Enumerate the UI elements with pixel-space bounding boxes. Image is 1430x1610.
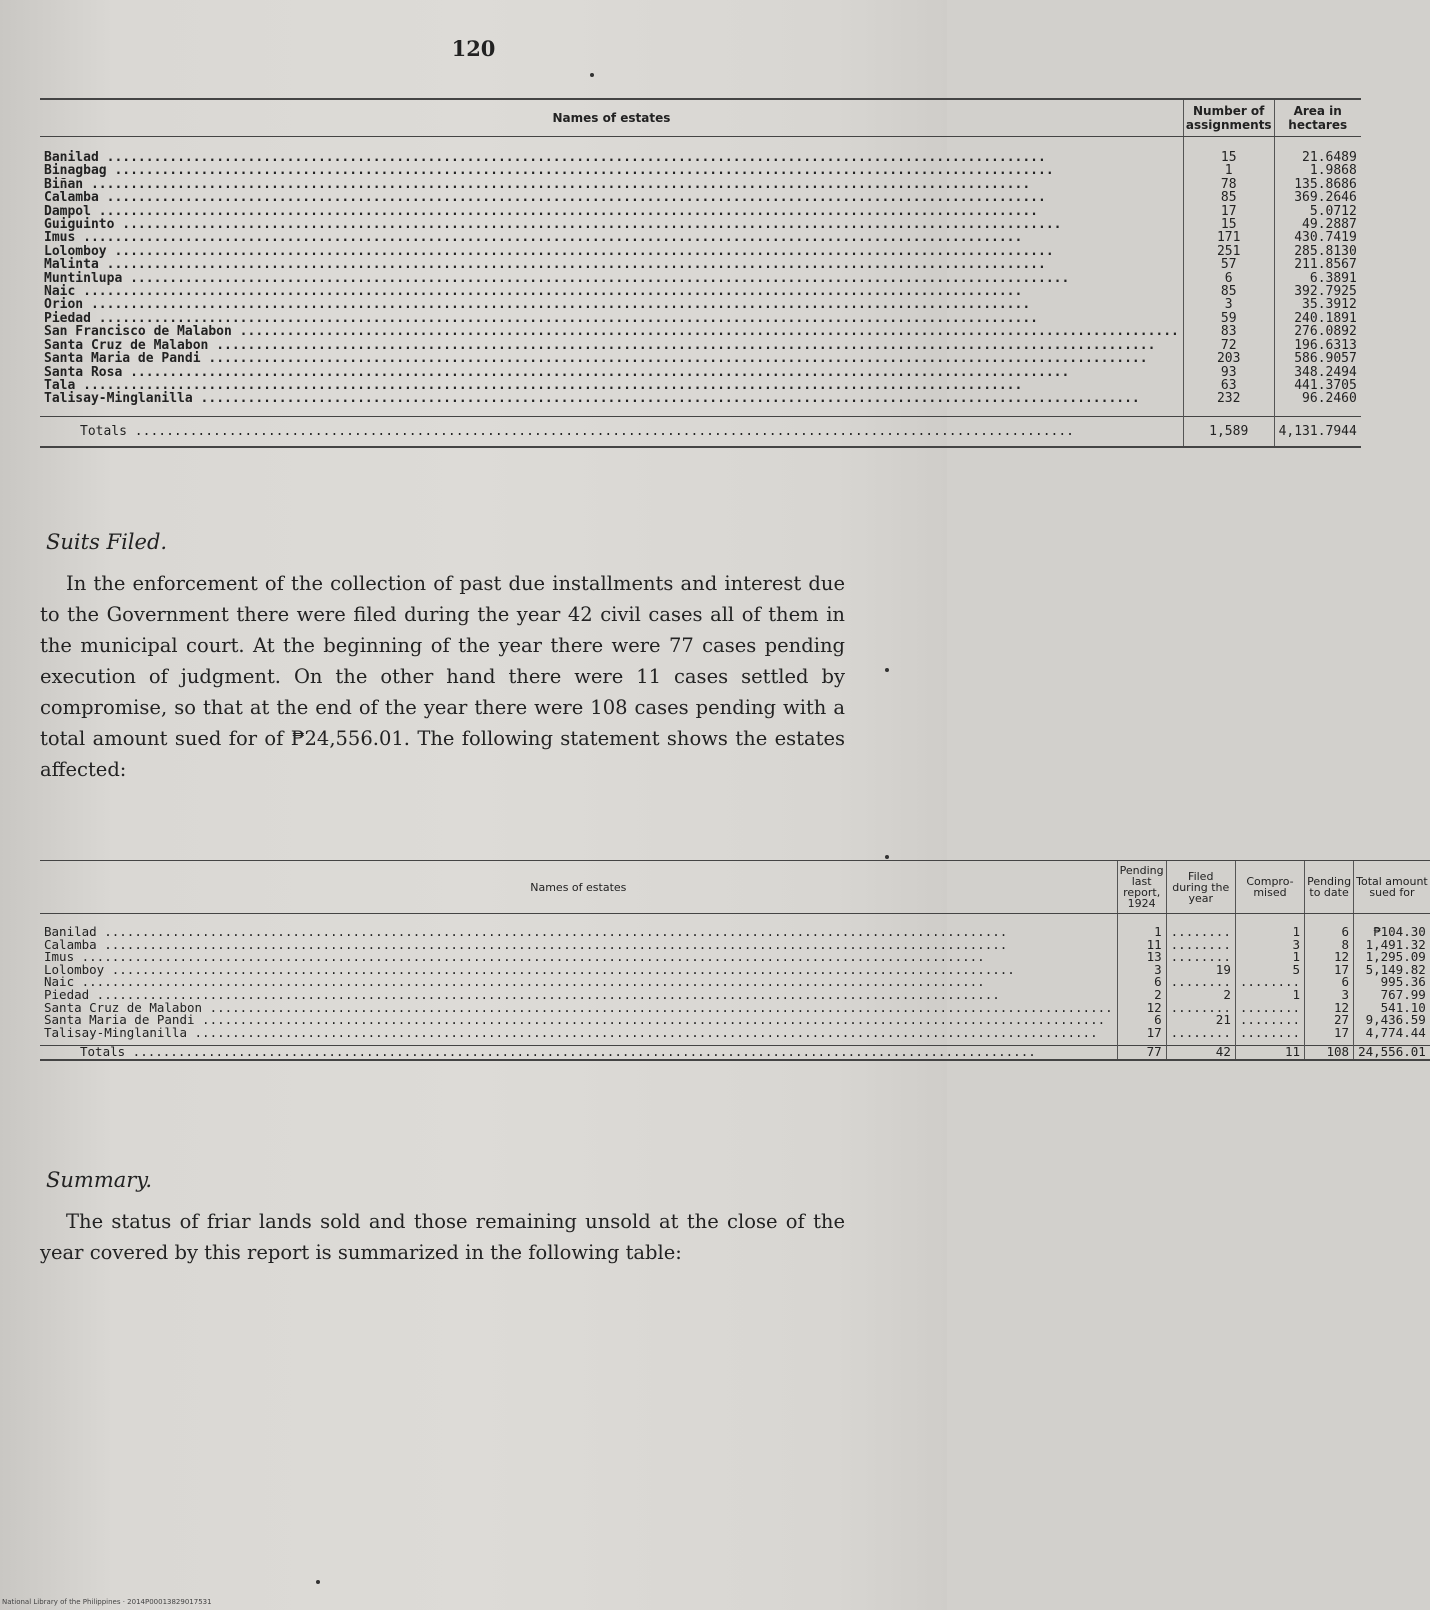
table-row <box>40 366 1361 379</box>
col-header-total: Total amount sued for <box>1354 861 1430 914</box>
table-row <box>40 352 1361 365</box>
assignments-cell: 57 <box>1183 258 1274 271</box>
table-row <box>40 325 1361 338</box>
pending_date-cell: 17 <box>1305 964 1354 977</box>
assignments-cell: 85 <box>1183 191 1274 204</box>
estate-name: Calamba ........................................................................................................................ <box>44 936 1008 952</box>
page-number: 120 <box>451 36 496 61</box>
estate-name: Guiguinto ........................................................................................................................ <box>44 217 1062 233</box>
area-cell: 276.0892 <box>1274 325 1361 338</box>
estate-name: Santa Rosa ........................................................................................................................ <box>44 364 1070 380</box>
area-cell: 1.9868 <box>1274 164 1361 177</box>
filed-cell: 19 <box>1166 964 1235 977</box>
estate-name-text: San Francisco de Malabon <box>44 324 232 340</box>
filed-cell: ........ <box>1166 951 1235 964</box>
estate-name: Piedad ........................................................................................................................ <box>44 310 1038 326</box>
table-row <box>40 379 1361 392</box>
estate-name-text: Santa Rosa <box>44 364 123 380</box>
estate-name-text: Muntinlupa <box>44 270 123 286</box>
estate-name-text: Santa Maria de Pandi <box>44 351 201 367</box>
table-row <box>40 191 1361 204</box>
col-header-pending-date: Pending to date <box>1305 861 1354 914</box>
pending-cell: 17 <box>1117 1027 1166 1046</box>
pending-cell: 6 <box>1117 1014 1166 1027</box>
assignments-cell: 171 <box>1183 231 1274 244</box>
estate-name: Talisay-Minglanilla ........................................................................................................................ <box>44 1024 1098 1040</box>
filed-cell: ........ <box>1166 914 1235 939</box>
estate-name: Banilad ........................................................................................................................ <box>44 150 1046 165</box>
totals-filed: 42 <box>1166 1046 1235 1060</box>
pending_date-cell: 6 <box>1305 914 1354 939</box>
compromised-cell: 5 <box>1235 964 1304 977</box>
table-row <box>40 272 1361 285</box>
estate-name: Naic ........................................................................................................................ <box>44 974 985 990</box>
compromised-cell: ........ <box>1235 976 1304 989</box>
estate-name-text: Talisay-Minglanilla <box>44 1024 187 1040</box>
area-cell: 49.2887 <box>1274 218 1361 231</box>
print-speck <box>316 1580 320 1584</box>
assignments-cell: 59 <box>1183 312 1274 325</box>
col-header-pending: Pending last report, 1924 <box>1117 861 1166 914</box>
table-row <box>40 312 1361 325</box>
totals-label-text: Totals <box>80 1044 126 1060</box>
table-row <box>40 298 1361 311</box>
assignments-cell: 15 <box>1183 137 1274 165</box>
suits-heading: Suits Filed. <box>46 530 168 554</box>
col-header-name: Names of estates <box>40 99 1183 137</box>
estate-name: Biñan ........................................................................................................................ <box>44 176 1031 192</box>
pending_date-cell: 8 <box>1305 939 1354 952</box>
estate-name: San Francisco de Malabon ........................................................................................................................ <box>44 324 1179 340</box>
area-cell: 348.2494 <box>1274 366 1361 379</box>
estate-name: Banilad ........................................................................................................................ <box>44 924 1008 939</box>
totals-total: 24,556.01 <box>1354 1046 1430 1060</box>
print-speck <box>885 855 889 859</box>
estate-name-text: Naic <box>44 974 75 990</box>
filed-cell: ........ <box>1166 976 1235 989</box>
total-cell: 995.36 <box>1354 976 1430 989</box>
estate-name-text: Dampol <box>44 203 91 219</box>
col-header-area: Area in hectares <box>1274 99 1361 137</box>
estate-name: Lolomboy ........................................................................................................................ <box>44 961 1015 977</box>
compromised-cell: 3 <box>1235 939 1304 952</box>
pending_date-cell: 3 <box>1305 989 1354 1002</box>
area-cell: 6.3891 <box>1274 272 1361 285</box>
estate-name: Orion ........................................................................................................................ <box>44 297 1031 313</box>
estate-name-text: Santa Cruz de Malabon <box>44 337 209 353</box>
pending_date-cell: 6 <box>1305 976 1354 989</box>
pending-cell: 6 <box>1117 976 1166 989</box>
estate-name: Piedad ........................................................................................................................ <box>44 986 1000 1002</box>
assignments-table <box>40 98 1361 448</box>
totals-pending: 77 <box>1117 1046 1166 1060</box>
area-cell: 285.8130 <box>1274 245 1361 258</box>
total-cell: 9,436.59 <box>1354 1014 1430 1027</box>
assignments-cell: 15 <box>1183 218 1274 231</box>
estate-name: Santa Maria de Pandi ........................................................................................................................ <box>44 351 1148 367</box>
area-cell: 21.6489 <box>1274 137 1361 165</box>
summary-heading: Summary. <box>46 1168 153 1192</box>
total-cell: 767.99 <box>1354 989 1430 1002</box>
table-row <box>40 205 1361 218</box>
estate-name-text: Imus <box>44 949 75 965</box>
area-cell: 211.8567 <box>1274 258 1361 271</box>
table-row <box>40 1027 1430 1046</box>
total-cell: ₱104.30 <box>1354 914 1430 939</box>
table-row <box>40 392 1361 416</box>
estate-name: Santa Cruz de Malabon ........................................................................................................................ <box>44 999 1113 1015</box>
filed-cell: 21 <box>1166 1014 1235 1027</box>
totals-pending_date: 108 <box>1305 1046 1354 1060</box>
estate-name: Santa Maria de Pandi ........................................................................................................................ <box>44 1012 1106 1028</box>
col-header-name: Names of estates <box>40 861 1117 914</box>
pending-cell: 12 <box>1117 1002 1166 1015</box>
estate-name: Tala ........................................................................................................................ <box>44 377 1023 393</box>
table-row <box>40 178 1361 191</box>
totals-compromised: 11 <box>1235 1046 1304 1060</box>
estate-name: Talisay-Minglanilla ........................................................................................................................ <box>44 391 1140 407</box>
table-row <box>40 285 1361 298</box>
assignments-cell: 83 <box>1183 325 1274 338</box>
total-cell: 1,491.32 <box>1354 939 1430 952</box>
print-speck <box>590 73 594 77</box>
estate-name: Santa Cruz de Malabon ........................................................................................................................ <box>44 337 1156 353</box>
assignments-cell: 85 <box>1183 285 1274 298</box>
area-cell: 430.7419 <box>1274 231 1361 244</box>
totals-area: 4,131.7944 <box>1274 416 1361 447</box>
assignments-cell: 203 <box>1183 352 1274 365</box>
totals-row <box>40 1046 1430 1060</box>
assignments-cell: 232 <box>1183 392 1274 416</box>
area-cell: 369.2646 <box>1274 191 1361 204</box>
compromised-cell: 1 <box>1235 951 1304 964</box>
estate-name-text: Lolomboy <box>44 243 107 259</box>
assignments-cell: 6 <box>1183 272 1274 285</box>
estate-name-text: Talisay-Minglanilla <box>44 391 193 407</box>
table-row <box>40 914 1430 939</box>
estate-name-text: Piedad <box>44 310 91 326</box>
pending-cell: 2 <box>1117 989 1166 1002</box>
totals-assignments: 1,589 <box>1183 416 1274 447</box>
total-cell: 4,774.44 <box>1354 1027 1430 1046</box>
filed-cell: ........ <box>1166 1002 1235 1015</box>
table-row <box>40 245 1361 258</box>
pending_date-cell: 17 <box>1305 1027 1354 1046</box>
filed-cell: ........ <box>1166 1027 1235 1046</box>
table-row <box>40 231 1361 244</box>
totals-label: Totals ........................................................................................................................ <box>40 416 1183 447</box>
totals-label-text: Totals <box>80 423 127 439</box>
area-cell: 441.3705 <box>1274 379 1361 392</box>
scan-footer: National Library of the Philippines · 2014P00013829017531 <box>2 1598 212 1606</box>
assignments-cell: 1 <box>1183 164 1274 177</box>
pending_date-cell: 12 <box>1305 1002 1354 1015</box>
table-row <box>40 258 1361 271</box>
totals-row <box>40 416 1361 447</box>
area-cell: 586.9057 <box>1274 352 1361 365</box>
summary-paragraph: The status of friar lands sold and those remaining unsold at the close of the year covered by this report is summarized in the following table: <box>40 1210 845 1264</box>
table-row <box>40 137 1361 165</box>
pending-cell: 11 <box>1117 939 1166 952</box>
estate-name: Calamba ........................................................................................................................ <box>44 190 1046 206</box>
estate-name: Muntinlupa ........................................................................................................................ <box>44 270 1070 286</box>
assignments-cell: 17 <box>1183 205 1274 218</box>
compromised-cell: 1 <box>1235 914 1304 939</box>
pending-cell: 1 <box>1117 914 1166 939</box>
pending_date-cell: 27 <box>1305 1014 1354 1027</box>
compromised-cell: ........ <box>1235 1014 1304 1027</box>
estate-name-text: Imus <box>44 230 76 246</box>
totals-label: Totals ........................................................................................................................ <box>40 1046 1117 1060</box>
estate-name: Lolomboy ........................................................................................................................ <box>44 243 1054 259</box>
col-header-compromised: Compro-mised <box>1235 861 1304 914</box>
total-cell: 541.10 <box>1354 1002 1430 1015</box>
estate-name: Imus ........................................................................................................................ <box>44 230 1023 246</box>
filed-cell: ........ <box>1166 939 1235 952</box>
total-cell: 5,149.82 <box>1354 964 1430 977</box>
estate-name-text: Santa Maria de Pandi <box>44 1012 195 1028</box>
area-cell: 35.3912 <box>1274 298 1361 311</box>
estate-name: Imus ........................................................................................................................ <box>44 949 985 965</box>
estate-name-text: Orion <box>44 297 84 313</box>
area-cell: 240.1891 <box>1274 312 1361 325</box>
table-row <box>40 164 1361 177</box>
estate-name-text: Piedad <box>44 986 90 1002</box>
suits-table <box>40 860 1430 1061</box>
area-cell: 196.6313 <box>1274 339 1361 352</box>
filed-cell: 2 <box>1166 989 1235 1002</box>
pending_date-cell: 12 <box>1305 951 1354 964</box>
estate-name-text: Guiguinto <box>44 217 115 233</box>
estate-name: Naic ........................................................................................................................ <box>44 284 1023 300</box>
assignments-cell: 93 <box>1183 366 1274 379</box>
estate-name-text: Lolomboy <box>44 961 105 977</box>
area-cell: 5.0712 <box>1274 205 1361 218</box>
estate-name-text: Binagbag <box>44 163 107 179</box>
assignments-cell: 78 <box>1183 178 1274 191</box>
pending-cell: 13 <box>1117 951 1166 964</box>
pending-cell: 3 <box>1117 964 1166 977</box>
estate-name: Dampol ........................................................................................................................ <box>44 203 1038 219</box>
estate-name-text: Malinta <box>44 257 99 273</box>
estate-name: Binagbag ........................................................................................................................ <box>44 163 1054 179</box>
col-header-assignments: Number of assignments <box>1183 99 1274 137</box>
estate-name-text: Biñan <box>44 176 84 192</box>
estate-name-text: Santa Cruz de Malabon <box>44 999 203 1015</box>
table-row <box>40 218 1361 231</box>
estate-name: Malinta ........................................................................................................................ <box>44 257 1046 273</box>
table-row <box>40 339 1361 352</box>
estate-name-text: Calamba <box>44 190 99 206</box>
suits-paragraph: In the enforcement of the collection of past due installments and interest due to the Government there were filed during the year 42 civil cases all of them in the municipal court. At the beginning of the year there were 77 cases pending execution of judgment. On the other hand there were 11 cases settled by compromise, so that at the end of the year there were 108 cases pending with a total amount sued for of ₱24,556.01. The following statement shows the estates affected: <box>40 572 845 781</box>
col-header-filed: Filed during the year <box>1166 861 1235 914</box>
print-speck <box>885 668 889 672</box>
estate-name-text: Naic <box>44 284 76 300</box>
assignments-cell: 251 <box>1183 245 1274 258</box>
area-cell: 96.2460 <box>1274 392 1361 416</box>
estate-name-text: Banilad <box>44 150 99 165</box>
compromised-cell: 1 <box>1235 989 1304 1002</box>
estate-name-text: Calamba <box>44 936 97 952</box>
assignments-cell: 72 <box>1183 339 1274 352</box>
assignments-cell: 3 <box>1183 298 1274 311</box>
estate-name-text: Tala <box>44 377 76 393</box>
compromised-cell: ........ <box>1235 1002 1304 1015</box>
area-cell: 135.8686 <box>1274 178 1361 191</box>
area-cell: 392.7925 <box>1274 285 1361 298</box>
total-cell: 1,295.09 <box>1354 951 1430 964</box>
compromised-cell: ........ <box>1235 1027 1304 1046</box>
assignments-cell: 63 <box>1183 379 1274 392</box>
estate-name-text: Banilad <box>44 924 97 939</box>
